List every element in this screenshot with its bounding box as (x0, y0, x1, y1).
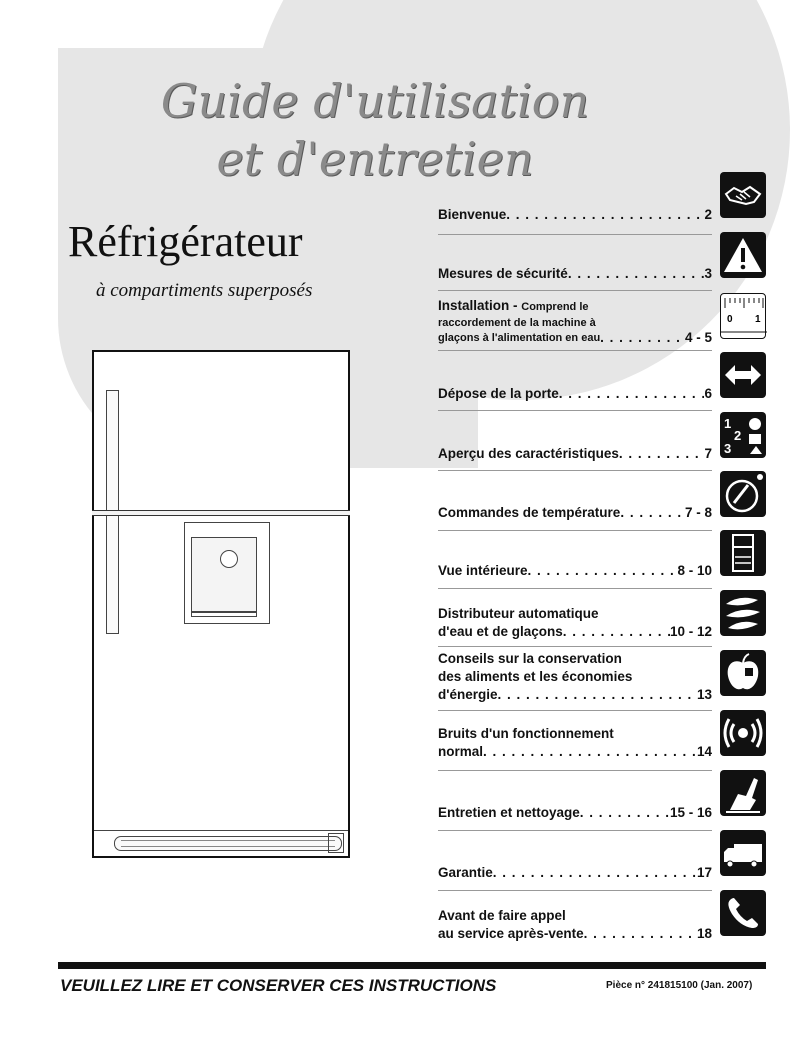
toc-item-garantie[interactable] (438, 864, 712, 882)
toc-page: 7 (704, 446, 712, 461)
svg-text:3: 3 (724, 441, 732, 456)
toc-divider (438, 646, 712, 647)
toc-item-commandes[interactable] (438, 504, 712, 522)
svg-text:2: 2 (734, 428, 742, 443)
toc-page: 8 - 10 (677, 563, 712, 578)
dispenser-tray (191, 611, 257, 617)
features-icon (720, 412, 766, 458)
toc-divider (438, 410, 712, 411)
toc-label-line2: d'eau et de glaçons (438, 624, 563, 639)
toc-label: Conseils sur la conservation (438, 651, 622, 666)
apple-icon (720, 650, 766, 696)
sound-icon (720, 710, 766, 756)
read-instructions-notice: VEUILLEZ LIRE ET CONSERVER CES INSTRUCTIONS (60, 976, 497, 995)
toc-item-vue-interieure[interactable] (438, 562, 712, 580)
toc-label: Mesures de sécurité (438, 266, 568, 281)
toc-label: Installation - (438, 298, 522, 313)
toc-divider (438, 770, 712, 771)
toc-page: 18 (696, 926, 712, 941)
toc-page: 6 (704, 386, 712, 401)
title-line-2: et d'entretien (216, 132, 534, 186)
toc-page: 13 (696, 687, 712, 702)
handshake-icon (720, 172, 766, 218)
warning-icon (720, 232, 766, 278)
toc-divider (438, 588, 712, 589)
toc-item-entretien[interactable] (438, 804, 712, 822)
toc-label-line2: au service après-vente (438, 926, 584, 941)
toc-divider (438, 470, 712, 471)
toc-page: 3 (704, 266, 712, 281)
toc-label-note: Comprend le (521, 301, 589, 313)
toc-page: 4 - 5 (684, 330, 712, 345)
truck-icon (720, 830, 766, 876)
toc-label-line3: d'énergie (438, 687, 498, 702)
dispenser-icon (720, 590, 766, 636)
toc-label: Distributeur automatique (438, 606, 599, 621)
title-line-1: Guide d'utilisation (160, 74, 590, 128)
product-subtitle: à compartiments superposés (96, 280, 313, 301)
phone-icon (720, 890, 766, 936)
interior-icon (720, 530, 766, 576)
toc-label: Commandes de température (438, 505, 621, 520)
toc-divider (438, 710, 712, 711)
toc-item-depose-porte[interactable] (438, 385, 712, 403)
door-arrows-icon (720, 352, 766, 398)
toc-label: Bienvenue (438, 207, 507, 222)
toc-label-line3: glaçons à l'alimentation en eau (438, 332, 601, 344)
base-line (94, 830, 348, 831)
water-dispenser (184, 522, 270, 624)
product-name: Réfrigérateur (68, 217, 303, 266)
toe-grille (114, 836, 342, 851)
toc-divider (438, 890, 712, 891)
toc-label: Garantie (438, 865, 493, 880)
ruler-label-1: 1 (755, 314, 761, 325)
toc-item-securite[interactable] (438, 265, 712, 283)
cleaning-icon (720, 770, 766, 816)
toc-item-bienvenue[interactable] (438, 206, 712, 224)
toc-page: 10 - 12 (669, 624, 712, 639)
toc-page: 7 - 8 (684, 505, 712, 520)
toc-label: Avant de faire appel (438, 908, 566, 923)
toc-label-line2: des aliments et les économies (438, 669, 633, 684)
toc-label: Aperçu des caractéristiques (438, 446, 619, 461)
toc-page: 17 (696, 865, 712, 880)
toc-divider (438, 530, 712, 531)
toc-label: Bruits d'un fonctionnement (438, 726, 614, 741)
toc-divider (438, 290, 712, 291)
thermostat-icon (720, 471, 766, 517)
part-number: Pièce n° 241815100 (Jan. 2007) (606, 980, 753, 991)
refrigerator-illustration (92, 350, 350, 858)
toc-label: Entretien et nettoyage (438, 805, 580, 820)
toc-page: 14 (696, 744, 712, 759)
toc-item-conseils[interactable] (438, 650, 712, 704)
toc-label: Dépose de la porte (438, 386, 559, 401)
svg-text:1: 1 (724, 416, 732, 431)
toc-divider (438, 234, 712, 235)
toc-divider (438, 350, 712, 351)
toc-page: 2 (704, 207, 712, 222)
toc-divider (438, 830, 712, 831)
toc-item-bruits[interactable] (438, 725, 712, 761)
dispenser-recess (191, 537, 257, 613)
dispenser-button (220, 550, 238, 568)
toc-item-avant-appel[interactable] (438, 907, 712, 943)
toc-label: Vue intérieure (438, 563, 528, 578)
leveling-foot (328, 833, 344, 853)
toc-item-installation[interactable] (438, 297, 712, 346)
toc-item-distributeur[interactable] (438, 605, 712, 641)
freezer-divider (92, 510, 350, 516)
ruler-icon (720, 293, 766, 339)
toc-label-line2: raccordement de la machine à (438, 317, 596, 329)
ruler-label-0: 0 (727, 314, 733, 325)
toc-item-apercu[interactable] (438, 445, 712, 463)
toc-label-line2: normal (438, 744, 484, 759)
footer-rule (58, 962, 766, 969)
toc-page: 15 - 16 (669, 805, 712, 820)
